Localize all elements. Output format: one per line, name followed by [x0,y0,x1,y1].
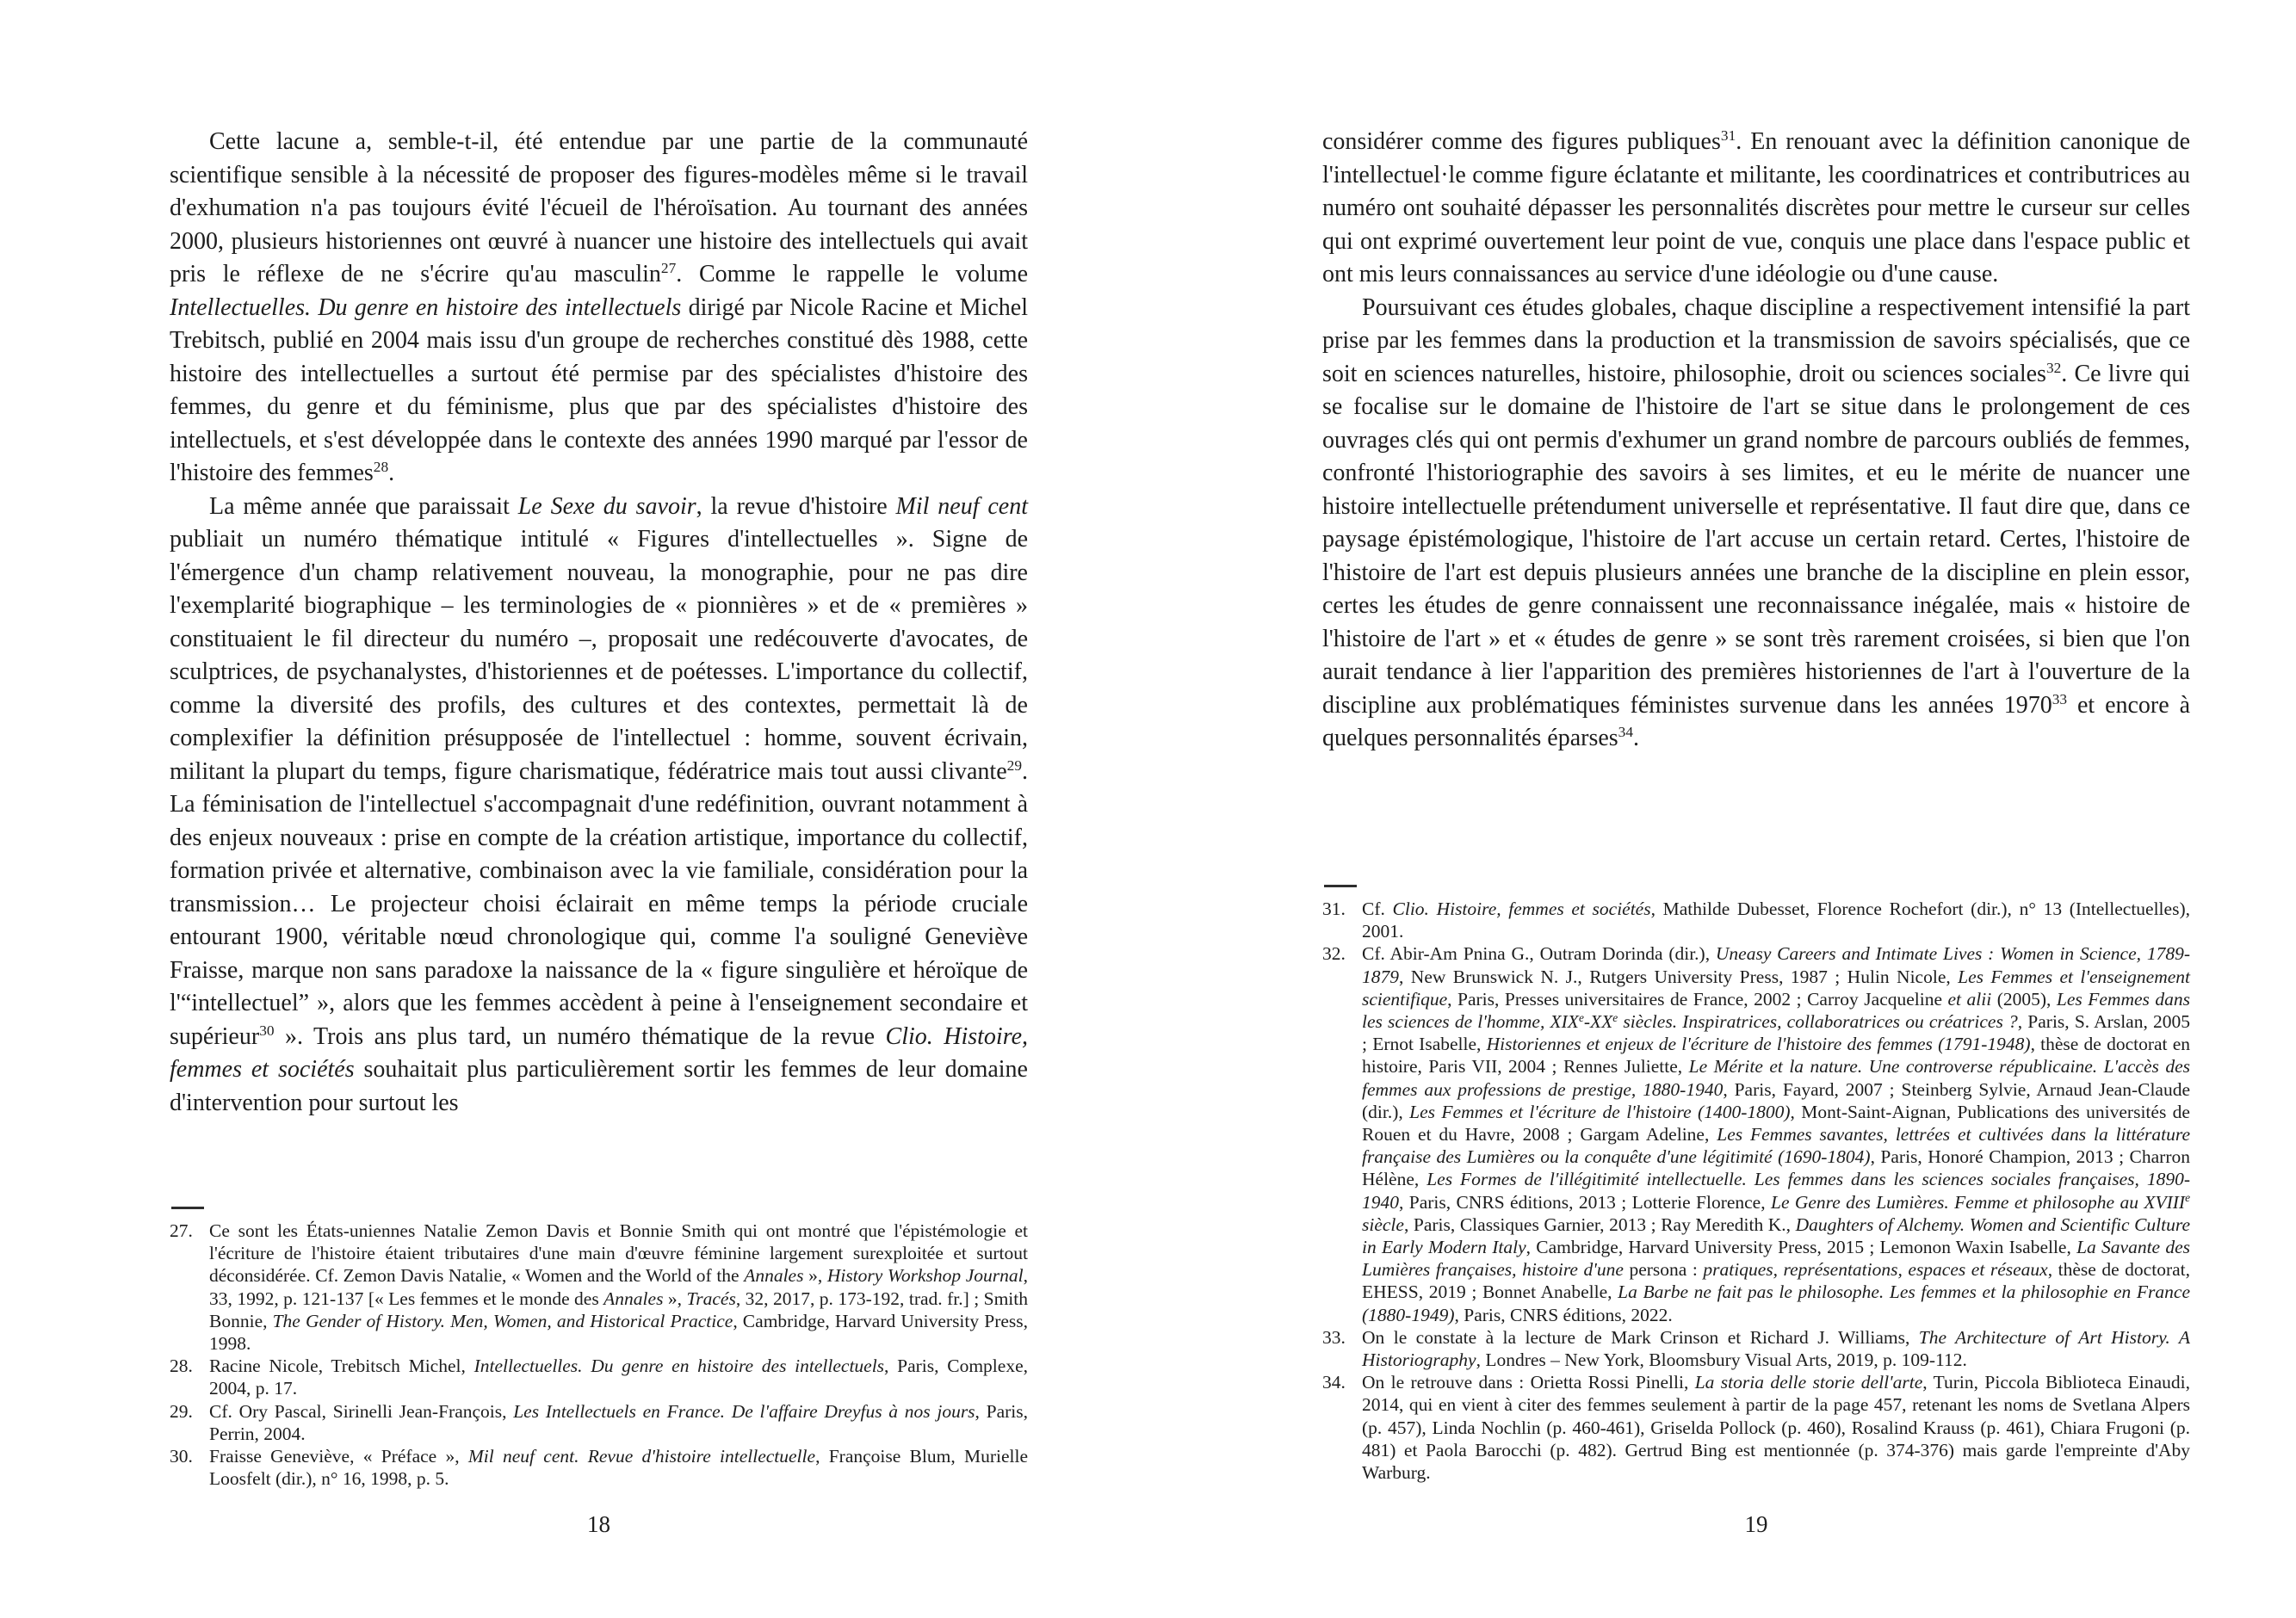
paragraph: considérer comme des figures publiques$^{31}$. En renouant avec la définition canonique de l'intellectuel·le comme figure éclatante et militante, les coordinatrices et contributrices au numéro ont souhaité dépasser les personnalités discrètes pour mettre le curseur sur celles qui ont exprimé ouvertement leur point de vue, conquis une place dans l'espace public et ont mis leurs connaissances au service d'une idéologie ou d'une cause. [1322,127,2190,287]
footnote [170,1220,1028,1355]
footnote [170,1355,1028,1399]
paragraph: Poursuivant ces études globales, chaque discipline a respectivement intensifié la part prise par les femmes dans la production et la transmission de savoirs spécialisés, que ce soit en sciences naturelles, histoire, philosophie, droit ou sciences sociales$^{32}$. Ce livre qui se focalise sur le domaine de l'histoire de l'art se situe dans le prolongement de ces ouvrages clés qui ont permis d'exhumer un grand nombre de parcours oubliés de femmes, confronté l'historiographie des savoirs à ses limites, et eu le mérite de nuancer une histoire intellectuelle prétendument universelle et représentative. Il faut dire que, dans ce paysage épistémologique, l'histoire de l'art accuse un certain retard. Certes, l'histoire de l'histoire de l'art est depuis plusieurs années une branche de la discipline en plein essor, certes les études de genre connaissent une reconnaissance inégalée, mais « histoire de l'histoire de l'art » et « études de genre » se sont très rarement croisées, si bien que l'on aurait tendance à lier l'apparition des premières historiennes de l'art à l'ouverture de la discipline aux problématiques féministes survenue dans les années 1970$^{33}$ et encore à quelques personnalités éparses$^{34}$. [1322,293,2190,751]
footnote [1322,1371,2190,1484]
footnote-number: 34. [1322,1372,1346,1393]
footnote-text: Ce sont les États-uniennes Natalie Zemon Davis et Bonnie Smith qui ont montré que l'épistémologie et l'écriture de l'histoire étaient tributaires d'une main d'œuvre féminine largement surexploitée et surtout déconsidérée. Cf. Zemon Davis Natalie, « Women and the World of the Annales », History Workshop Journal, 33, 1992, p. 121-137 [« Les femmes et le monde des Annales », Tracés, 32, 2017, p. 173-192, trad. fr.] ; Smith Bonnie, The Gender of History. Men, Women, and Historical Practice, Cambridge, Harvard University Press, 1998. [209,1220,1029,1355]
paragraph: Cette lacune a, semble-t-il, été entendue par une partie de la communauté scientifique sensible à la nécessité de proposer des figures-modèles même si le travail d'exhumation n'a pas toujours évité l'écueil de l'héroïsation. Au tournant des années 2000, plusieurs historiennes ont œuvré à nuancer une histoire des intellectuels qui avait pris le réflexe de ne s'écrire qu'au masculin$^{27}$. Comme le rappelle le volume Intellectuelles. Du genre en histoire des intellectuels dirigé par Nicole Racine et Michel Trebitsch, publié en 2004 mais issu d'un groupe de recherches constitué dès 1988, cette histoire des intellectuelles a surtout été permise par des spécialistes d'histoire des femmes, du genre et du féminisme, plus que par des spécialistes d'histoire des intellectuels, et s'est développée dans le contexte des années 1990 marqué par l'essor de l'histoire des femmes$^{28}$. [170,128,1028,486]
footnote-number: 32. [1322,943,1346,965]
footnote-number: 30. [170,1446,193,1467]
footnote-number: 29. [170,1400,193,1422]
footnote-text: On le constate à la lecture de Mark Crinson et Richard J. Williams, The Architecture of Art History. A Historiography, Londres – New York, Bloomsbury Visual Arts, 2019, p. 109-112. [1362,1326,2190,1371]
footnote-number: 28. [170,1356,193,1377]
paragraph: La même année que paraissait Le Sexe du savoir, la revue d'histoire Mil neuf cent publiait un numéro thématique intitulé « Figures d'intellectuelles ». Signe de l'émergence d'un champ relativement nouveau, la monographie, pour ne pas dire l'exemplarité biographique – les terminologies de « pionnières » et de « premières » constituaient le fil directeur du numéro –, proposait une redécouverte d'avocates, de sculptrices, de psychanalystes, d'historiennes et de poétesses. L'importance du collectif, comme la diversité des profils, des cultures et des contextes, permettait là de complexifier la définition présupposée de l'intellectuel : homme, souvent écrivain, militant la plupart du temps, figure charismatique, fédératrice mais tout aussi clivante$^{29}$. La féminisation de l'intellectuel s'accompagnait d'une redéfinition, ouvrant notamment à des enjeux nouveaux : prise en compte de la création artistique, importance du collectif, formation privée et alternative, combinaison avec la vie familiale, considération pour la transmission… Le projecteur choisi éclairait en même temps la période cruciale entourant 1900, véritable nœud chronologique qui, comme l'a souligné Geneviève Fraisse, marque non sans paradoxe la naissance de la « figure singulière et héroïque de l'“intellectuel” », alors que les femmes accèdent à peine à l'enseignement secondaire et supérieur$^{30}$ ». Trois ans plus tard, un numéro thématique de la revue Clio. Histoire, femmes et sociétés souhaitait plus particulièrement sortir les femmes de leur domaine d'intervention pour surtout les [170,492,1028,1116]
footnote-text: On le retrouve dans : Orietta Rossi Pinelli, La storia delle storie dell'arte, Turin, Piccola Biblioteca Einaudi, 2014, qui en vient à citer des femmes seulement à partir de la page 457, retenant les noms de Svetlana Alpers (p. 457), Linda Nochlin (p. 460-461), Griselda Pollock (p. 460), Rosalind Krauss (p. 461), Chiara Frugoni (p. 481) et Paola Barocchi (p. 482). Gertrud Bing est mentionnée (p. 374-376) mais garde l'empreinte d'Aby Warburg. [1362,1372,2191,1484]
footnote [1322,1326,2190,1371]
footnote-rule [171,1207,204,1209]
footnote [170,1445,1028,1490]
footnote-text: Cf. Ory Pascal, Sirinelli Jean-François, Les Intellectuels en France. De l'affaire Dreyfus à nos jours, Paris, Perrin, 2004. [209,1400,1029,1444]
footnotes-block [170,1207,1028,1490]
footnote-text: Cf. Abir-Am Pnina G., Outram Dorinda (dir.), Uneasy Careers and Intimate Lives : Women in Science, 1789-1879, New Brunswick N. J., Rutgers University Press, 1987 ; Hulin Nicole, Les Femmes et l'enseignement scientifique, Paris, Presses universitaires de France, 2002 ; Carroy Jacqueline et alii (2005), Les Femmes dans les sciences de l'homme, XIXe-XXe siècles. Inspiratrices, collaboratrices ou créatrices ?, Paris, S. Arslan, 2005 ; Ernot Isabelle, Historiennes et enjeux de l'écriture de l'histoire des femmes (1791-1948), thèse de doctorat en histoire, Paris VII, 2004 ; Rennes Juliette, Le Mérite et la nature. Une controverse républicaine. L'accès des femmes aux professions de prestige, 1880-1940, Paris, Fayard, 2007 ; Steinberg Sylvie, Arnaud Jean-Claude (dir.), Les Femmes et l'écriture de l'histoire (1400-1800), Mont-Saint-Aignan, Publications des universités de Rouen et du Havre, 2008 ; Gargam Adeline, Les Femmes savantes, lettrées et cultivées dans la littérature française des Lumières ou la conquête d'une légitimité (1690-1804), Paris, Honoré Champion, 2013 ; Charron Hélène, Les Formes de l'illégitimité intellectuelle. Les femmes dans les sciences sociales françaises, 1890-1940, Paris, CNRS éditions, 2013 ; Lotterie Florence, Le Genre des Lumières. Femme et philosophe au XVIIIe siècle, Paris, Classiques Garnier, 2013 ; Ray Meredith K., Daughters of Alchemy. Women and Scientific Culture in Early Modern Italy, Cambridge, Harvard University Press, 2015 ; Lemonon Waxin Isabelle, La Savante des Lumières françaises, histoire d'une persona : pratiques, représentations, espaces et réseaux, thèse de doctorat, EHESS, 2019 ; Bonnet Anabelle, La Barbe ne fait pas le philosophe. Les femmes et la philosophie en France (1880-1949), Paris, CNRS éditions, 2022. [1362,943,2191,1325]
page-18 [170,0,1028,1618]
footnote-text: Racine Nicole, Trebitsch Michel, Intellectuelles. Du genre en histoire des intellectuels, Paris, Complexe, 2004, p. 17. [209,1356,1028,1399]
footnote-number: 31. [1322,899,1346,919]
page-number: 19 [1744,1511,1768,1537]
footnote-text: Cf. Clio. Histoire, femmes et sociétés, Mathilde Dubesset, Florence Rochefort (dir.), n° 13 (Intellectuelles), 2001. [1362,899,2190,942]
footnote-number: 33. [1322,1326,1346,1348]
footnote-rule [1324,885,1357,887]
footnote [1322,942,2190,1325]
footnote-number: 27. [170,1220,193,1241]
body-text [1322,126,2190,756]
page-19 [1322,0,2190,1618]
footnote-text: Fraisse Geneviève, « Préface », Mil neuf cent. Revue d'histoire intellectuelle, Françoise Blum, Murielle Loosfelt (dir.), n° 16, 1998, p. 5. [209,1446,1029,1490]
footnote [1322,898,2190,942]
page-number: 18 [587,1511,610,1537]
footnotes-block [1322,885,2190,1484]
body-text [170,126,1028,1120]
footnote [170,1400,1028,1445]
